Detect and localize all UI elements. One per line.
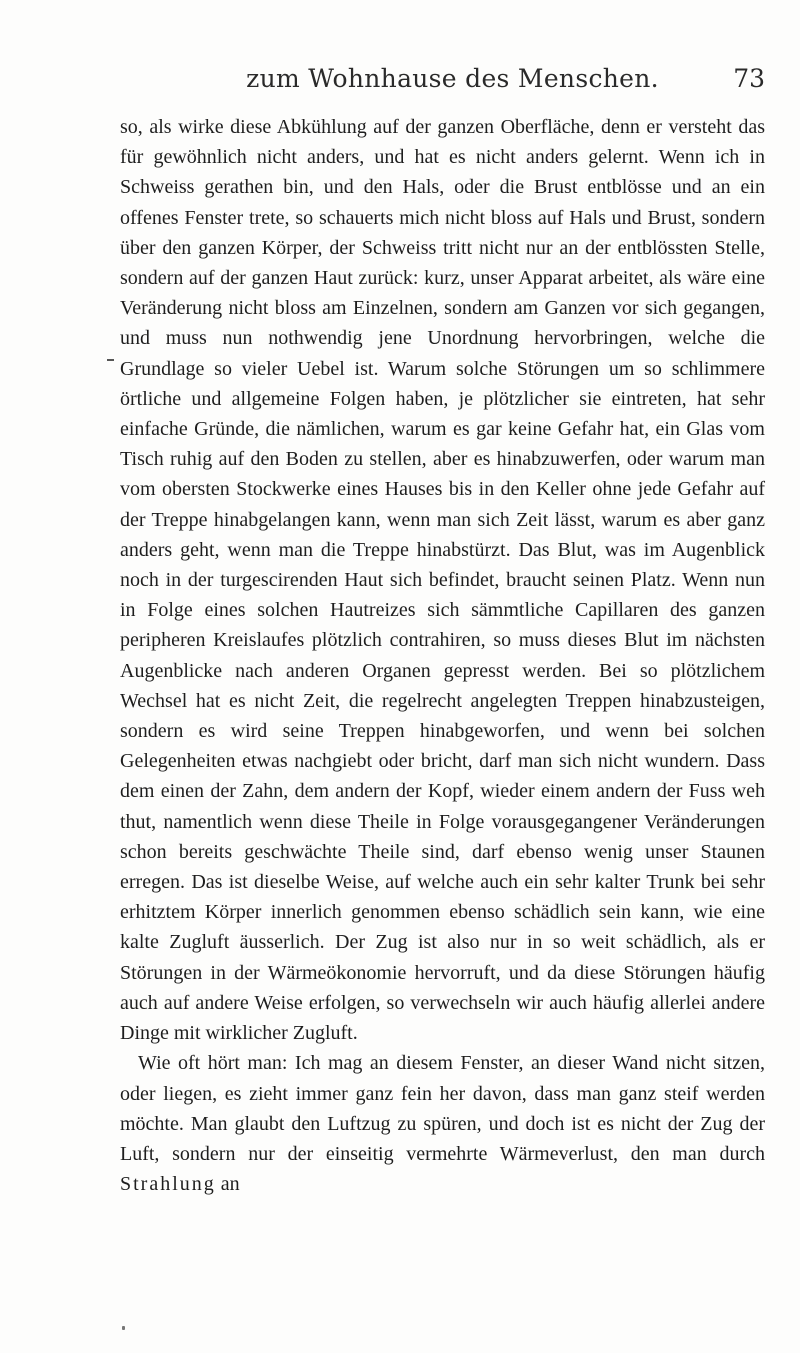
running-title: zum Wohnhause des Menschen. xyxy=(246,64,659,93)
ink-speck xyxy=(122,1326,125,1330)
paragraph xyxy=(120,1048,765,1199)
paragraph: so, als wirke diese Abkühlung auf der ganzen Oberfläche, denn er versteht das für gewöhnlich nicht anders, und hat es nicht anders gelernt. Wenn ich in Schweiss gerathen bin, und den Hals, oder die Brust entblösse und an ein offenes Fenster trete, so schauerts mich nicht bloss auf Hals und Brust, sondern über den ganzen Körper, der Schweiss tritt nicht nur an der entblössten Stelle, sondern auf der ganzen Haut zurück: kurz, unser Apparat arbeitet, als wäre eine Veränderung nicht bloss am Einzelnen, sondern am Ganzen vor sich gegangen, und muss nun nothwendig jene Unordnung hervorbringen, welche die Grundlage so vieler Uebel ist. Warum solche Störungen um so schlimmere örtliche und allgemeine Folgen haben, je plötzlicher sie eintreten, hat sehr einfache Gründe, die nämlichen, warum es gar keine Gefahr hat, ein Glas vom Tisch ruhig auf den Boden zu stellen, aber es hinabzuwerfen, oder warum man vom obersten Stockwerke eines Hauses bis in den Keller ohne jede Gefahr auf der Treppe hinabgelangen kann, wenn man sich Zeit lässt, warum es aber ganz anders geht, wenn man die Treppe hinabstürzt. Das Blut, was im Augenblick noch in der turgescirenden Haut sich befindet, braucht seinen Platz. Wenn nun in Folge eines solchen Hautreizes sich sämmtliche Capillaren des ganzen peripheren Kreislaufes plötzlich contrahiren, so muss dieses Blut im nächsten Augenblicke nach anderen Organen gepresst werden. Bei so plötzlichem Wechsel hat es nicht Zeit, die regelrecht angelegten Treppen hinabzusteigen, sondern es wird seine Treppen hinabgeworfen, und wenn bei solchen Gelegenheiten etwas nachgiebt oder bricht, darf man sich nicht wundern. Dass dem einen der Zahn, dem andern der Kopf, wieder einem andern der Fuss weh thut, namentlich wenn diese Theile in Folge vorausgegangener Veränderungen schon bereits geschwächte Theile sind, darf ebenso wenig unser Staunen erregen. Das ist dieselbe Weise, auf welche auch ein sehr kalter Trunk bei sehr erhitztem Körper innerlich genommen ebenso schädlich sein kann, wie eine kalte Zugluft äusserlich. Der Zug ist also nur in so weit schädlich, als er Störungen in der Wärmeökonomie hervorruft, und da diese Störungen häufig auch auf andere Weise erfolgen, so verwechseln wir auch häufig allerlei andere Dinge mit wirklicher Zugluft. xyxy=(120,116,765,1045)
page-number: 73 xyxy=(733,64,765,93)
margin-mark xyxy=(107,359,114,361)
emphasized-word: Strahlung xyxy=(120,1173,216,1196)
paragraph-text: Wie oft hört man: Ich mag an diesem Fenster, an dieser Wand nicht sitzen, oder liegen, es zieht immer ganz fein her davon, dass man ganz steif werden möchte. Man glaubt den Luftzug zu spüren, und doch ist es nicht der Zug der Luft, sondern nur der einseitig vermehrte Wärmeverlust, den man durch xyxy=(120,1052,765,1165)
body-text xyxy=(120,112,765,1199)
paragraph-end: an xyxy=(220,1173,240,1196)
page-header xyxy=(140,64,765,100)
